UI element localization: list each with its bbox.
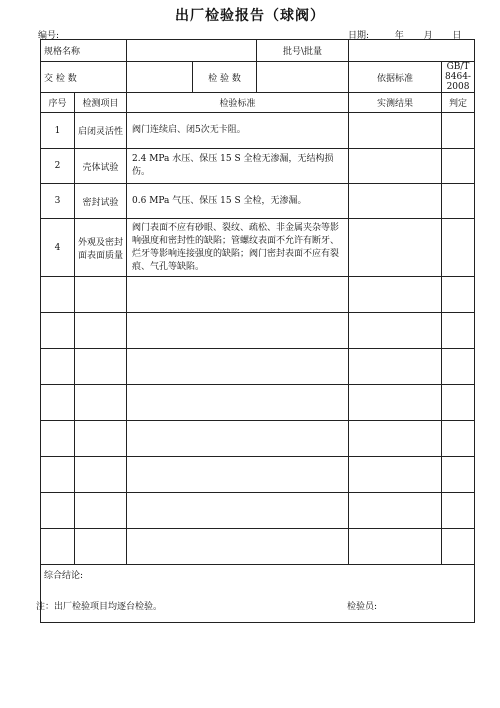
basis-value: GB/T 8464-2008 — [442, 62, 475, 93]
row-standard: 2.4 MPa 水压、保压 15 S 全检无渗漏，无结构损伤。 — [127, 149, 349, 184]
batch-label: 批号\批量 — [257, 40, 349, 62]
footnote: 注：出厂检验项目均逐台检验。 — [36, 602, 163, 612]
row-item: 启闭灵活性 — [75, 113, 127, 149]
row-no: 1 — [41, 113, 75, 149]
table-row — [41, 149, 475, 184]
col-no: 序号 — [41, 93, 75, 113]
delivered-value — [127, 62, 193, 93]
row-item: 壳体试验 — [75, 149, 127, 184]
batch-value — [349, 40, 475, 62]
empty-row — [41, 421, 475, 457]
conclusion-label: 综合结论: — [44, 571, 84, 581]
delivered-label: 交 检 数 — [41, 62, 127, 93]
inspected-label: 检 验 数 — [193, 62, 257, 93]
row-result — [349, 149, 442, 184]
row-verdict — [442, 219, 475, 277]
row-verdict — [442, 149, 475, 184]
row-item: 外观及密封面表面质量 — [75, 219, 127, 277]
date-label: 日期: — [348, 31, 370, 41]
row-standard: 阀门连续启、闭5次无卡阻。 — [127, 113, 349, 149]
col-result: 实测结果 — [349, 93, 442, 113]
row-result — [349, 219, 442, 277]
row-standard: 阀门表面不应有砂眼、裂纹、疏松、非金属夹杂等影响强度和密封性的缺陷；管螺纹表面不允许有断牙、烂牙等影响连接强度的缺陷；阀门密封表面不应有裂痕、气孔等缺陷。 — [127, 219, 349, 277]
empty-row — [41, 349, 475, 385]
table-row — [41, 219, 475, 277]
row-standard: 0.6 MPa 气压、保压 15 S 全检，无渗漏。 — [127, 184, 349, 219]
date-month: 月 — [423, 31, 433, 41]
date-day: 日 — [452, 31, 462, 41]
empty-row — [41, 313, 475, 349]
spec-label: 规格名称 — [41, 40, 127, 62]
row-no: 4 — [41, 219, 75, 277]
empty-row — [41, 493, 475, 529]
col-standard: 检验标准 — [127, 93, 349, 113]
empty-row — [41, 457, 475, 493]
summary-row — [41, 565, 475, 623]
table-row — [41, 113, 475, 149]
inspected-value — [257, 62, 349, 93]
col-item: 检测项目 — [75, 93, 127, 113]
serial-label: 编号: — [38, 31, 60, 41]
row-result — [349, 113, 442, 149]
basis-label: 依据标准 — [349, 62, 442, 93]
col-verdict: 判定 — [442, 93, 475, 113]
empty-row — [41, 529, 475, 565]
empty-row — [41, 385, 475, 421]
row-verdict — [442, 113, 475, 149]
column-header-row — [41, 93, 475, 113]
date-year: 年 — [394, 31, 404, 41]
row-result — [349, 184, 442, 219]
row-no: 2 — [41, 149, 75, 184]
table-row — [41, 184, 475, 219]
spec-value — [127, 40, 257, 62]
inspection-table — [40, 39, 475, 623]
count-row — [41, 62, 475, 93]
row-verdict — [442, 184, 475, 219]
inspector-label: 检验员: — [347, 602, 378, 612]
summary-cell — [41, 565, 475, 623]
page-title: 出厂检验报告（球阀） — [175, 8, 325, 24]
empty-row — [41, 277, 475, 313]
spec-row — [41, 40, 475, 62]
row-item: 密封试验 — [75, 184, 127, 219]
row-no: 3 — [41, 184, 75, 219]
